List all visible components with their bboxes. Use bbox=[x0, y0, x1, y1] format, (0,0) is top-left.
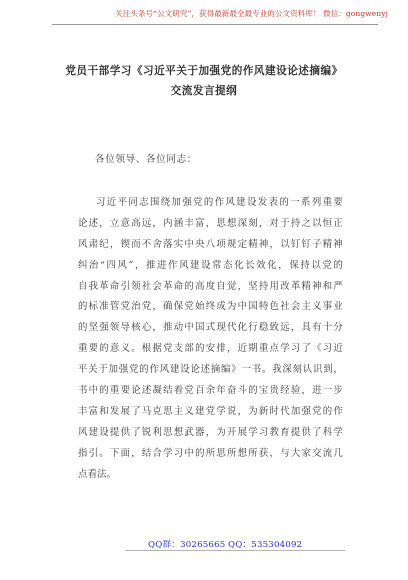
body-line: 纠治“四风”，推进作风建设常态化长效化，保持以党的 bbox=[78, 259, 343, 271]
document-title: 党员干部学习《习近平关于加强党的作风建设论述摘编》 bbox=[65, 65, 343, 77]
document-subtitle: 交流发言提纲 bbox=[170, 85, 238, 97]
body-line: 风建设提供了锐利思想武器，为开展学习教育提供了科学 bbox=[78, 426, 343, 438]
body-line: 丰富和发展了马克思主义建党学说，为新时代加强党的作 bbox=[78, 405, 343, 417]
footer-qq-contact: QQ：535304092 bbox=[228, 540, 303, 550]
salutation: 各位领导、各位同志： bbox=[95, 154, 197, 165]
body-line: 论述，立意高远，内涵丰富，思想深刻，对于持之以恒正 bbox=[78, 217, 343, 229]
body-line: 平关于加强党的作风建设论述摘编》一书。我深刻认识到， bbox=[78, 364, 343, 376]
body-line: 书中的重要论述凝结着党百余年奋斗的宝贵经验，进一步 bbox=[78, 385, 343, 397]
body-line: 指引。下面，结合学习中的所思所想所获，与大家交流几 bbox=[78, 447, 343, 459]
body-line: 重要的意义。根据党支部的安排，近期重点学习了《习近 bbox=[78, 343, 343, 355]
footer-qq-group: QQ群：30265665 bbox=[148, 540, 226, 550]
header-banner: 关注头条号“公文研究”，获得最新最全最专业的公文资料库！ 微信：gongwenyj bbox=[115, 9, 388, 18]
body-line: 风肃纪，锲而不舍落实中央八项规定精神，以钉钉子精神 bbox=[78, 238, 343, 250]
body-line: 自我革命引领社会革命的高度自觉，坚持用改革精神和严 bbox=[78, 280, 343, 292]
body-line: 的标准管党治党，确保党始终成为中国特色社会主义事业 bbox=[78, 301, 343, 313]
footer-divider bbox=[125, 550, 345, 551]
body-line: 的坚强领导核心，推动中国式现代化行稳致远，具有十分 bbox=[78, 322, 343, 334]
body-line: 习近平同志围绕加强党的作风建设发表的一系列重要 bbox=[96, 197, 343, 208]
body-line: 点看法。 bbox=[78, 468, 117, 480]
body-paragraph bbox=[78, 193, 343, 485]
header-divider bbox=[52, 24, 378, 25]
